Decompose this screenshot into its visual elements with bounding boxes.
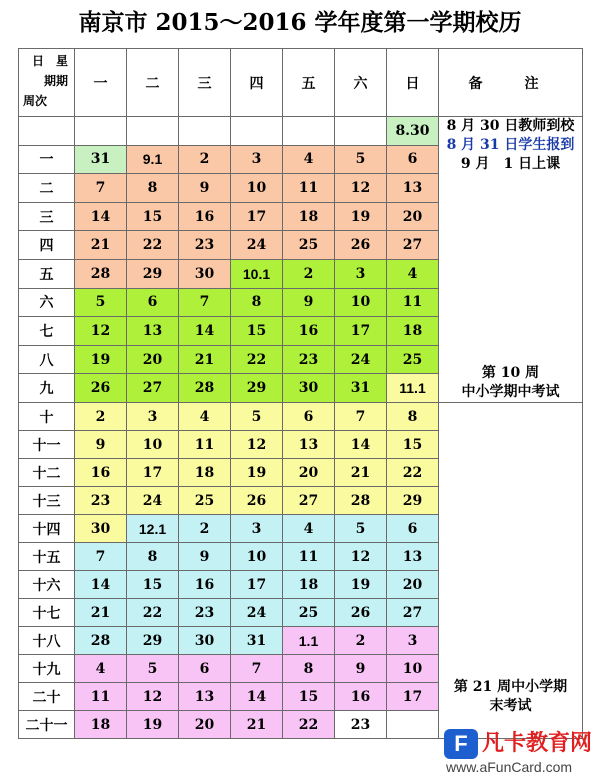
note-students-report: 8 月 31 日学生报到 bbox=[446, 137, 575, 153]
corner-day-label: 日 星 bbox=[31, 54, 68, 68]
week-row bbox=[19, 403, 583, 431]
date-cell: 23 bbox=[179, 231, 231, 260]
note-midterm: 中小学期中考试 bbox=[461, 384, 560, 400]
week-number-cell: 二十 bbox=[19, 683, 75, 711]
date-cell: 17 bbox=[387, 683, 439, 711]
date-cell: 20 bbox=[127, 345, 179, 374]
watermark-logo bbox=[444, 729, 594, 777]
date-cell: 22 bbox=[127, 599, 179, 627]
date-cell: 20 bbox=[387, 202, 439, 231]
date-cell: 6 bbox=[387, 145, 439, 174]
date-cell: 11 bbox=[179, 431, 231, 459]
date-cell: 2 bbox=[179, 145, 231, 174]
date-cell: 19 bbox=[127, 711, 179, 739]
date-cell: 8 bbox=[283, 655, 335, 683]
date-cell: 12 bbox=[335, 543, 387, 571]
date-cell: 3 bbox=[335, 259, 387, 288]
date-cell: 24 bbox=[231, 599, 283, 627]
date-cell: 16 bbox=[179, 202, 231, 231]
week-number-cell: 十四 bbox=[19, 515, 75, 543]
date-cell: 21 bbox=[75, 231, 127, 260]
date-cell: 9 bbox=[283, 288, 335, 317]
week-number-cell: 十七 bbox=[19, 599, 75, 627]
date-cell: 10 bbox=[387, 655, 439, 683]
date-cell: 13 bbox=[127, 317, 179, 346]
week-number-cell bbox=[19, 117, 75, 146]
date-cell: 15 bbox=[231, 317, 283, 346]
week-number-cell: 五 bbox=[19, 259, 75, 288]
date-cell: 21 bbox=[75, 599, 127, 627]
date-cell: 10 bbox=[231, 174, 283, 203]
date-cell: 13 bbox=[387, 543, 439, 571]
date-cell: 20 bbox=[179, 711, 231, 739]
corner-week-label: 周次 bbox=[23, 94, 48, 108]
date-cell: 19 bbox=[335, 571, 387, 599]
note-final: 末考试 bbox=[489, 698, 532, 714]
date-cell: 18 bbox=[283, 571, 335, 599]
date-cell: 5 bbox=[335, 145, 387, 174]
note-teachers-arrive: 8 月 30 日教师到校 bbox=[446, 118, 575, 134]
week-number-cell: 十二 bbox=[19, 459, 75, 487]
notes-cell-opening bbox=[439, 117, 583, 403]
date-cell: 31 bbox=[231, 627, 283, 655]
date-cell: 5 bbox=[231, 403, 283, 431]
date-cell: 25 bbox=[283, 599, 335, 627]
date-cell: 24 bbox=[335, 345, 387, 374]
week-number-cell: 二十一 bbox=[19, 711, 75, 739]
date-cell: 9 bbox=[179, 543, 231, 571]
date-cell: 26 bbox=[335, 231, 387, 260]
date-cell: 12 bbox=[75, 317, 127, 346]
date-cell: 29 bbox=[387, 487, 439, 515]
weekday-header: 五 bbox=[283, 49, 335, 117]
date-cell: 4 bbox=[179, 403, 231, 431]
date-cell: 19 bbox=[231, 459, 283, 487]
date-cell bbox=[75, 117, 127, 146]
page-title: 南京市 2015～2016 学年度第一学期校历 bbox=[78, 9, 522, 36]
date-cell: 23 bbox=[283, 345, 335, 374]
date-cell: 7 bbox=[75, 174, 127, 203]
date-cell: 3 bbox=[127, 403, 179, 431]
date-cell: 10 bbox=[335, 288, 387, 317]
date-cell: 22 bbox=[283, 711, 335, 739]
date-cell: 29 bbox=[231, 374, 283, 403]
date-cell: 2 bbox=[75, 403, 127, 431]
date-cell bbox=[179, 117, 231, 146]
date-cell: 31 bbox=[75, 145, 127, 174]
corner-cell bbox=[19, 49, 75, 117]
date-cell: 13 bbox=[179, 683, 231, 711]
date-cell: 9 bbox=[179, 174, 231, 203]
weekday-header: 六 bbox=[335, 49, 387, 117]
date-cell: 15 bbox=[127, 571, 179, 599]
month-start-date-cell: 10.1 bbox=[231, 259, 283, 288]
week-number-cell: 十 bbox=[19, 403, 75, 431]
date-cell: 10 bbox=[231, 543, 283, 571]
month-start-date-cell: 1.1 bbox=[283, 627, 335, 655]
date-cell: 25 bbox=[283, 231, 335, 260]
date-cell: 2 bbox=[283, 259, 335, 288]
date-cell: 27 bbox=[387, 599, 439, 627]
date-cell: 30 bbox=[283, 374, 335, 403]
date-cell: 28 bbox=[75, 259, 127, 288]
date-cell: 16 bbox=[335, 683, 387, 711]
date-cell: 4 bbox=[387, 259, 439, 288]
date-cell: 17 bbox=[231, 202, 283, 231]
date-cell: 27 bbox=[387, 231, 439, 260]
date-cell: 12 bbox=[335, 174, 387, 203]
date-cell: 4 bbox=[283, 145, 335, 174]
week-number-cell: 十五 bbox=[19, 543, 75, 571]
date-cell: 15 bbox=[387, 431, 439, 459]
watermark-badge-icon: F bbox=[444, 729, 478, 759]
date-cell: 14 bbox=[75, 571, 127, 599]
week-number-cell: 十一 bbox=[19, 431, 75, 459]
date-cell: 21 bbox=[179, 345, 231, 374]
date-cell: 17 bbox=[231, 571, 283, 599]
weekday-header: 日 bbox=[387, 49, 439, 117]
date-cell: 11 bbox=[75, 683, 127, 711]
week-number-cell: 二 bbox=[19, 174, 75, 203]
date-cell: 11 bbox=[283, 543, 335, 571]
weekday-header: 二 bbox=[127, 49, 179, 117]
date-cell: 6 bbox=[387, 515, 439, 543]
date-cell bbox=[283, 117, 335, 146]
date-cell: 26 bbox=[335, 599, 387, 627]
note-midterm-week: 第 10 周 bbox=[481, 365, 540, 381]
date-cell: 5 bbox=[127, 655, 179, 683]
week-number-cell: 六 bbox=[19, 288, 75, 317]
week-number-cell: 三 bbox=[19, 202, 75, 231]
header-row bbox=[19, 49, 583, 117]
date-cell: 3 bbox=[387, 627, 439, 655]
date-cell bbox=[335, 117, 387, 146]
date-cell: 13 bbox=[283, 431, 335, 459]
date-cell: 18 bbox=[387, 317, 439, 346]
date-cell: 30 bbox=[179, 259, 231, 288]
date-cell: 16 bbox=[75, 459, 127, 487]
date-cell: 23 bbox=[179, 599, 231, 627]
date-cell: 15 bbox=[283, 683, 335, 711]
date-cell: 16 bbox=[179, 571, 231, 599]
date-cell: 7 bbox=[335, 403, 387, 431]
date-cell: 7 bbox=[75, 543, 127, 571]
date-cell: 12 bbox=[127, 683, 179, 711]
date-cell: 18 bbox=[75, 711, 127, 739]
week-number-cell: 一 bbox=[19, 145, 75, 174]
corner-period-label: 期期 bbox=[43, 74, 68, 88]
date-cell: 14 bbox=[179, 317, 231, 346]
date-cell: 21 bbox=[335, 459, 387, 487]
date-cell: 30 bbox=[75, 515, 127, 543]
date-cell: 29 bbox=[127, 259, 179, 288]
date-cell: 27 bbox=[283, 487, 335, 515]
date-cell: 14 bbox=[231, 683, 283, 711]
notes-cell-final bbox=[439, 403, 583, 739]
date-cell: 29 bbox=[127, 627, 179, 655]
date-cell: 14 bbox=[335, 431, 387, 459]
date-cell: 12 bbox=[231, 431, 283, 459]
date-cell: 8 bbox=[127, 543, 179, 571]
date-cell: 2 bbox=[335, 627, 387, 655]
date-cell: 20 bbox=[387, 571, 439, 599]
week-number-cell: 八 bbox=[19, 345, 75, 374]
week-number-cell: 十九 bbox=[19, 655, 75, 683]
date-cell: 22 bbox=[127, 231, 179, 260]
date-cell: 17 bbox=[127, 459, 179, 487]
date-cell: 31 bbox=[335, 374, 387, 403]
week-row bbox=[19, 117, 583, 146]
date-cell: 24 bbox=[127, 487, 179, 515]
date-cell: 19 bbox=[75, 345, 127, 374]
date-cell: 30 bbox=[179, 627, 231, 655]
date-cell: 6 bbox=[127, 288, 179, 317]
date-cell: 6 bbox=[179, 655, 231, 683]
watermark-url: www.aFunCard.com bbox=[446, 759, 573, 775]
date-cell: 4 bbox=[75, 655, 127, 683]
date-cell: 4 bbox=[283, 515, 335, 543]
date-cell: 14 bbox=[75, 202, 127, 231]
date-cell: 22 bbox=[387, 459, 439, 487]
month-start-date-cell: 9.1 bbox=[127, 145, 179, 174]
weekday-header: 一 bbox=[75, 49, 127, 117]
week-number-cell: 九 bbox=[19, 374, 75, 403]
date-cell: 8 bbox=[231, 288, 283, 317]
month-start-date-cell: 12.1 bbox=[127, 515, 179, 543]
note-classes-start: 9 月 1 日上课 bbox=[460, 156, 561, 172]
date-cell: 15 bbox=[127, 202, 179, 231]
date-cell: 7 bbox=[231, 655, 283, 683]
date-cell: 11 bbox=[283, 174, 335, 203]
date-cell: 21 bbox=[231, 711, 283, 739]
weekday-header: 三 bbox=[179, 49, 231, 117]
date-cell: 18 bbox=[179, 459, 231, 487]
week-number-cell: 十三 bbox=[19, 487, 75, 515]
date-cell: 9 bbox=[75, 431, 127, 459]
date-cell: 23 bbox=[75, 487, 127, 515]
date-cell: 5 bbox=[335, 515, 387, 543]
date-cell: 6 bbox=[283, 403, 335, 431]
date-cell: 22 bbox=[231, 345, 283, 374]
date-cell bbox=[127, 117, 179, 146]
month-start-date-cell: 11.1 bbox=[387, 374, 439, 403]
date-cell: 23 bbox=[335, 711, 387, 739]
date-cell: 8 bbox=[127, 174, 179, 203]
watermark-brand: 凡卡教育网 bbox=[482, 731, 593, 756]
date-cell bbox=[231, 117, 283, 146]
date-cell: 5 bbox=[75, 288, 127, 317]
date-cell: 8.30 bbox=[387, 117, 439, 146]
date-cell: 26 bbox=[231, 487, 283, 515]
date-cell: 25 bbox=[387, 345, 439, 374]
date-cell: 17 bbox=[335, 317, 387, 346]
date-cell bbox=[387, 711, 439, 739]
date-cell: 26 bbox=[75, 374, 127, 403]
date-cell: 3 bbox=[231, 515, 283, 543]
date-cell: 13 bbox=[387, 174, 439, 203]
date-cell: 25 bbox=[179, 487, 231, 515]
weekday-header: 四 bbox=[231, 49, 283, 117]
week-number-cell: 七 bbox=[19, 317, 75, 346]
date-cell: 9 bbox=[335, 655, 387, 683]
date-cell: 19 bbox=[335, 202, 387, 231]
school-calendar-table bbox=[18, 48, 583, 739]
week-number-cell: 四 bbox=[19, 231, 75, 260]
date-cell: 24 bbox=[231, 231, 283, 260]
date-cell: 18 bbox=[283, 202, 335, 231]
date-cell: 7 bbox=[179, 288, 231, 317]
date-cell: 28 bbox=[75, 627, 127, 655]
week-number-cell: 十八 bbox=[19, 627, 75, 655]
date-cell: 11 bbox=[387, 288, 439, 317]
date-cell: 3 bbox=[231, 145, 283, 174]
date-cell: 20 bbox=[283, 459, 335, 487]
date-cell: 28 bbox=[179, 374, 231, 403]
notes-header: 备 注 bbox=[439, 49, 583, 117]
week-number-cell: 十六 bbox=[19, 571, 75, 599]
note-final-week: 第 21 周中小学期 bbox=[453, 679, 568, 695]
date-cell: 27 bbox=[127, 374, 179, 403]
date-cell: 10 bbox=[127, 431, 179, 459]
date-cell: 2 bbox=[179, 515, 231, 543]
date-cell: 28 bbox=[335, 487, 387, 515]
date-cell: 16 bbox=[283, 317, 335, 346]
date-cell: 8 bbox=[387, 403, 439, 431]
